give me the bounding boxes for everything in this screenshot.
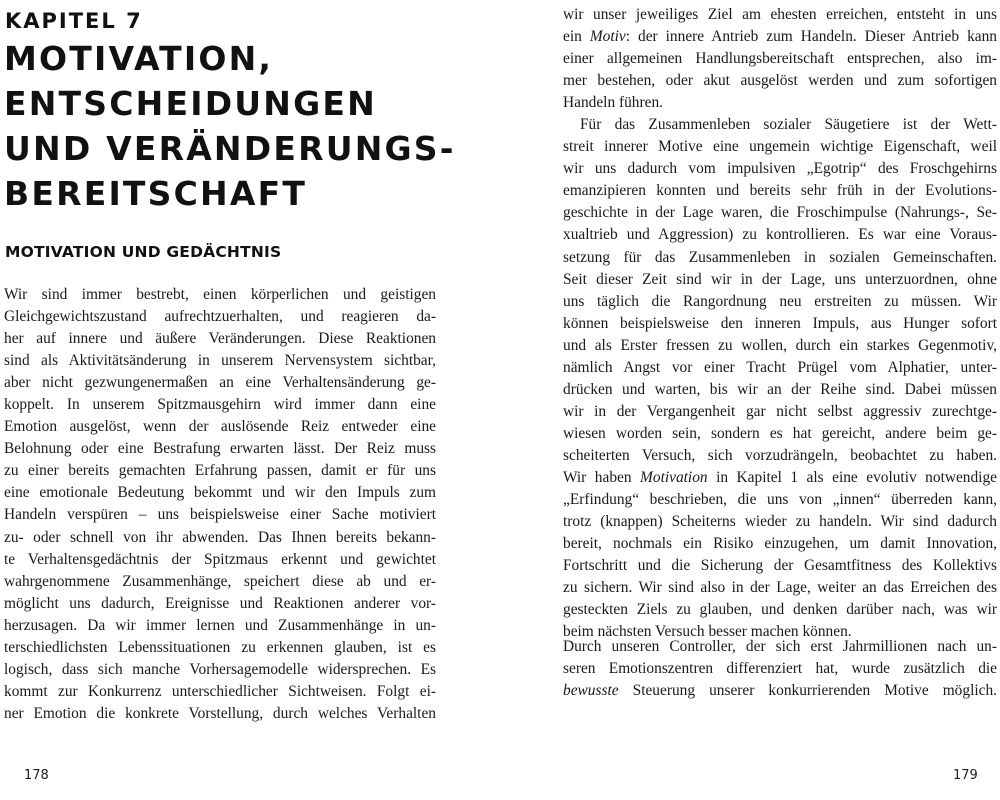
text-line: bewusste Steuerung unserer konkurrierenden Motive möglich. — [563, 682, 997, 700]
text-line: zu einer bereits gemachten Erfahrung passen, damit er für uns — [4, 462, 436, 480]
text-line: her auf innere und äußere Veränderungen. Diese Reaktionen — [4, 330, 436, 348]
text-line: koppelt. In unserem Spitzmausgehirn wird immer dann eine — [4, 396, 436, 414]
body-text — [563, 4, 997, 643]
text-line: eine emotionale Bedeutung bekommt und wir den Impuls zum — [4, 484, 436, 502]
text-line: herzusagen. Da wir immer lernen und Zusammenhänge in un- — [4, 616, 436, 634]
text-line: Wir sind immer bestrebt, einen körperlichen und geistigen — [4, 286, 436, 303]
text-line: wir in der Vergangenheit gar nicht selbst aggressiv zurechtge- — [563, 402, 997, 420]
title-line: ENTSCHEIDUNGEN — [4, 84, 377, 123]
text-line: drücken und warten, bis wir an der Reihe sind. Dabei müssen — [563, 380, 997, 398]
title-line: UND VERÄNDERUNGS- — [4, 129, 456, 168]
title-line: BEREITSCHAFT — [4, 174, 308, 213]
text-line: Handeln führen. — [563, 94, 664, 112]
chapter-label: KAPITEL 7 — [5, 9, 143, 33]
text-line: setzung für das Zusammenleben in sozialen Gemeinschaften. — [563, 248, 997, 266]
text-line: geschichte in der Lage waren, die Froschimpulse (Nahrungs-, Se- — [563, 204, 997, 222]
title-line: MOTIVATION, — [4, 39, 274, 78]
text-line: Für das Zusammenleben sozialer Säugetiere ist der Wett- — [580, 116, 997, 134]
text-line: wir unser jeweiliges Ziel am ehesten erreichen, entsteht in uns — [563, 6, 997, 23]
text-line: zu- oder schnell von ihr abwenden. Das Ihnen bereits bekann- — [4, 528, 436, 546]
text-line: emanzipieren konnten und bereits sehr früh in der Evolutions- — [563, 182, 997, 200]
text-line: Handeln verspüren – uns beispielsweise einer Sache motiviert — [4, 506, 436, 524]
text-line: ein Motiv: der innere Antrieb zum Handeln. Dieser Antrieb kann — [563, 28, 998, 46]
text-line: beim nächsten Versuch besser machen können. — [563, 623, 852, 641]
text-line: mer bestehen, oder akut ausgelöst werden und zum sofortigen — [563, 72, 997, 90]
text-line: Wir haben Motivation in Kapitel 1 als eine evolutiv notwendige — [563, 468, 997, 486]
text-line: aber nicht gezwungenermaßen an eine Verhaltensänderung ge- — [4, 374, 436, 392]
text-line: wiesen worden sein, sondern es hat gereicht, andere beim ge- — [563, 424, 997, 442]
text-line: ner Emotion die konkrete Vorstellung, durch welches Verhalten — [4, 704, 436, 722]
right-page — [563, 0, 997, 800]
page-number: 179 — [953, 768, 978, 783]
text-line: Seit dieser Zeit sind wir in der Lage, uns unterzuordnen, ohne — [563, 270, 997, 288]
text-line: Gleichgewichtszustand aufrechtzuerhalten, und reagieren da- — [4, 308, 436, 326]
text-line: „Erfindung“ beschrieben, die uns von „innen“ überreden kann, — [563, 491, 997, 509]
text-line: einer allgemeinen Handlungsbereitschaft entsprechen, also im- — [563, 50, 997, 68]
body-text — [4, 284, 436, 725]
text-line: kommt zur Konkurrenz unterschiedlicher Sichtweisen. Folgt ei- — [4, 682, 436, 700]
text-line: können beispielsweise den inneren Impuls, aus Hunger sofort — [563, 314, 997, 332]
body-text — [563, 636, 997, 702]
text-line: Belohnung oder eine Bestrafung erwarten lässt. Der Reiz muss — [4, 440, 436, 458]
text-line: terschiedlichsten Lebenssituationen zu erkennen glauben, ist es — [4, 638, 436, 656]
page-number: 178 — [24, 768, 49, 783]
text-line: gesteckten Ziels zu glauben, und denken darüber nach, was wir — [563, 601, 997, 619]
chapter-title — [4, 36, 456, 216]
text-line: nämlich Angst vor einer Tracht Prügel vom Alphatier, unter- — [563, 358, 997, 376]
text-line: sind als Aktivitätsänderung in unserem Nervensystem sichtbar, — [4, 352, 436, 370]
text-line: trotz (knappen) Scheiterns wieder zu handeln. Wir sind dadurch — [563, 513, 997, 531]
text-line: scheiterten Versuch, sich vorzudrängeln, beobachtet zu haben. — [563, 446, 997, 464]
left-page — [4, 0, 456, 800]
text-line: zu sichern. Wir sind also in der Lage, weiter an das Erreichen des — [563, 579, 997, 597]
text-line: wahrgenommene Zusammenhänge, speichert diese ab und er- — [4, 572, 436, 590]
text-line: Fortschritt und die Sicherung der Gesamtfitness des Kollektivs — [563, 557, 997, 575]
text-line: te Verhaltensgedächtnis der Spitzmaus erkennt und gewichtet — [4, 550, 436, 568]
text-line: streit innerer Motive eine ungemein wichtige Eigenschaft, weil — [563, 138, 997, 156]
text-line: wir uns dadurch vom impulsiven „Egotrip“ des Froschgehirns — [563, 160, 997, 178]
text-line: möglicht uns dadurch, Ereignisse und Reaktionen anderer vor- — [4, 594, 436, 612]
section-heading: MOTIVATION UND GEDÄCHTNIS — [5, 243, 282, 261]
text-line: uns täglich die Rangordnung neu erstreiten zu müssen. Wir — [563, 292, 997, 310]
text-line: seren Emotionszentren differenziert hat, wurde zusätzlich die — [563, 660, 997, 678]
text-line: Emotion ausgelöst, wenn der auslösende Reiz entweder eine — [4, 418, 436, 436]
text-line: und als Erster fressen zu wollen, durch ein starkes Gegenmotiv, — [563, 336, 997, 354]
text-line: xualtrieb und Aggression) zu kontrollieren. Es war eine Voraus- — [563, 226, 997, 244]
text-line: bereit, nochmals ein Risiko einzugehen, um damit Innovation, — [563, 535, 997, 553]
text-line: Durch unseren Controller, der sich erst Jahrmillionen nach un- — [563, 638, 997, 655]
text-line: logisch, dass sich manche Vorhersagemodelle widersprechen. Es — [4, 660, 436, 678]
